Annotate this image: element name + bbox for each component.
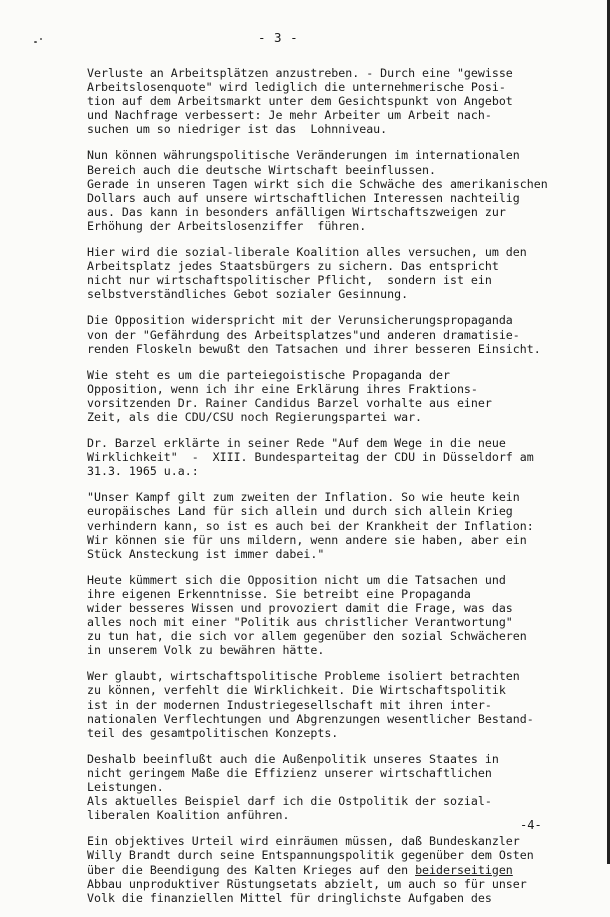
text-line: über die Beendigung des Kalten Krieges auf den	[87, 862, 416, 877]
paragraph: Deshalb beeinflußt auch die Außenpolitik unseres Staates in nicht geringem Maße die Effizienz unserer wirtschaftlichen Leistungen. Als aktuelles Beispiel darf ich die Ostpolitik der sozial- liberalen Koalition anführen.	[87, 751, 499, 823]
text-line: Willy Brandt durch seine Entspannungspolitik gegenüber dem Osten	[87, 848, 534, 863]
quotation: "Unser Kampf gilt zum zweiten der Inflation. So wie heute kein europäisches Land für sich allein und durch sich allein Krieg verhindern kann, so ist es auch bei der Krankheit der Inflation: Wir können sie für uns mildern, wenn andere sie haben, aber ein Stück Ansteckung ist immer dabei."	[87, 490, 534, 561]
underlined-word: beiderseitigen	[415, 862, 513, 877]
paragraph: Nun können währungspolitische Veränderungen im internationalen Bereich auch die deutsche Wirtschaft beeinflussen. Gerade in unseren Tagen wirkt sich die Schwäche des amerikanischen Dollars auch auf unsere wirtschaftlichen Interessen nachteilig aus. Das kann in besonders anfälligen Wirtschaftszweigen zur Erhöhung der Arbeitslosenziffer führen.	[87, 148, 548, 233]
scan-speck	[40, 38, 42, 40]
paragraph: Die Opposition widerspricht mit der Verunsicherungspropaganda von der "Gefährdung des Arbeitsplatzes"und anderen dramatisie- renden Floskeln bewußt den Tatsachen und ihrer besseren Einsicht.	[87, 313, 541, 356]
page-number: - 3 -	[258, 30, 299, 45]
next-page-marker: -4-	[520, 818, 542, 832]
paragraph: Dr. Barzel erklärte in seiner Rede "Auf dem Wege in die neue Wirklichkeit" - XIII. Bundesparteitag der CDU in Düsseldorf am 31.3. 1965 u.a.:	[87, 436, 534, 479]
text-line: Abbau unproduktiver Rüstungsetats abzielt, um auch so für unser	[87, 876, 527, 891]
paragraph: Heute kümmert sich die Opposition nicht um die Tatsachen und ihre eigenen Erkenntnisse. Sie betreibt eine Propaganda wider besseres Wissen und provoziert damit die Frage, was das alles noch mit einer "Politik aus christlicher Verantwortung" zu tun hat, die sich vor allem gegenüber den sozial Schwächeren in unserem Volk zu bewähren hätte.	[87, 572, 527, 658]
paragraph: Wie steht es um die parteiegoistische Propaganda der Opposition, wenn ich ihr eine Erklärung ihres Fraktions- vorsitzenden Dr. Rainer Candidus Barzel vorhalte aus einer Zeit, als die CDU/CSU noch Regierungspartei war.	[87, 367, 492, 424]
document-body	[87, 66, 567, 917]
last-paragraph	[87, 834, 567, 904]
text-line: Volk die finanziellen Mittel für dringlichste Aufgaben des	[87, 890, 492, 905]
text-line: Ein objektives Urteil wird einräumen müssen, daß Bundeskanzler	[87, 834, 520, 849]
paragraph: Hier wird die sozial-liberale Koalition alles versuchen, um den Arbeitsplatz jedes Staatsbürgers zu sichern. Das entspricht nicht nur wirtschaftspolitischer Pflicht, sondern ist ein selbstverständliches Gebot sozialer Gesinnung.	[87, 245, 527, 302]
paragraph: Verluste an Arbeitsplätzen anzustreben. - Durch eine "gewisse Arbeitslosenquote" wird lediglich die unternehmerische Posi- tion auf dem Arbeitsmarkt unter dem Gesichtspunkt von Angebot und Nachfrage verbessert: Je mehr Arbeiter um Arbeit nach- suchen um so niedriger ist das Lohnniveau.	[87, 66, 513, 137]
scan-speck	[34, 41, 37, 43]
paragraph: Wer glaubt, wirtschaftspolitische Probleme isoliert betrachten zu können, verfehlt die Wirklichkeit. Die Wirtschaftspolitik ist in der modernen Industriegesellschaft mit ihren inter- nationalen Verflechtungen und Abgrenzungen wesentlicher Bestand- teil des gesamtpolitischen Konzepts.	[87, 669, 534, 740]
